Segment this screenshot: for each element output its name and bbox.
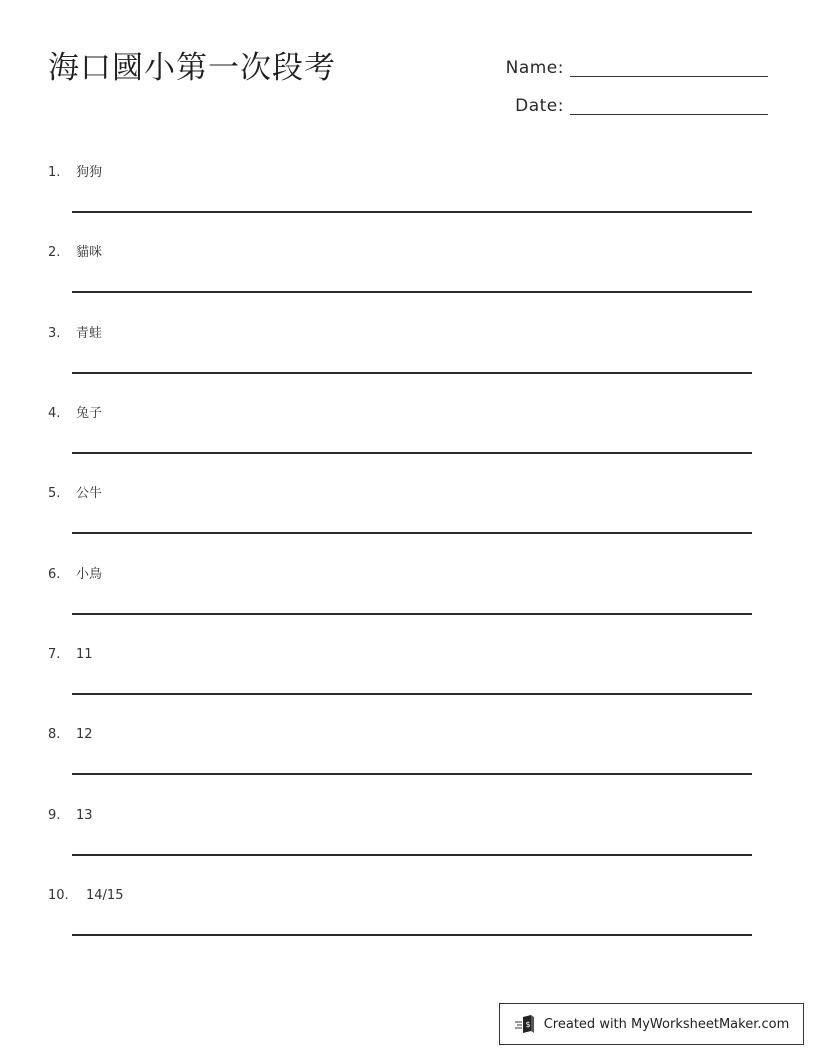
name-field	[490, 54, 768, 78]
footer-text: Created with MyWorksheetMaker.com	[543, 1016, 790, 1032]
name-blank-line[interactable]	[570, 76, 768, 77]
question-text: 狗狗	[76, 165, 103, 180]
question-number: 3.	[48, 326, 61, 341]
question-number: 7.	[48, 647, 61, 662]
answer-line[interactable]	[72, 532, 752, 534]
question-number: 10.	[48, 888, 69, 903]
question-number: 9.	[48, 808, 61, 823]
answer-line[interactable]	[72, 773, 752, 775]
answer-line[interactable]	[72, 693, 752, 695]
question-text: 14/15	[86, 888, 124, 903]
date-blank-line[interactable]	[570, 114, 768, 115]
question-number: 8.	[48, 727, 61, 742]
answer-line[interactable]	[72, 372, 752, 374]
question-text: 13	[76, 808, 93, 823]
question-item	[0, 405, 816, 465]
answer-line[interactable]	[72, 613, 752, 615]
answer-line[interactable]	[72, 854, 752, 856]
question-item	[0, 325, 816, 385]
question-number: 1.	[48, 165, 61, 180]
question-text: 小鳥	[76, 567, 103, 582]
name-label: Name:	[505, 58, 564, 78]
question-text: 青蛙	[76, 326, 103, 341]
svg-text:$: $	[525, 1020, 531, 1029]
footer-badge[interactable]	[499, 1003, 804, 1045]
question-text: 兔子	[76, 406, 103, 421]
worksheet-maker-logo-icon	[514, 1014, 544, 1034]
question-item	[0, 244, 816, 304]
question-item	[0, 164, 816, 224]
page-title: 海口國小第一次段考	[48, 50, 336, 86]
question-item	[0, 807, 816, 867]
answer-line[interactable]	[72, 934, 752, 936]
answer-line[interactable]	[72, 211, 752, 213]
question-number: 5.	[48, 486, 61, 501]
question-number: 4.	[48, 406, 61, 421]
question-text: 12	[76, 727, 93, 742]
question-number: 6.	[48, 567, 61, 582]
question-item	[0, 566, 816, 626]
answer-line[interactable]	[72, 452, 752, 454]
question-item	[0, 485, 816, 545]
date-field	[490, 92, 768, 116]
date-label: Date:	[515, 96, 564, 116]
answer-line[interactable]	[72, 291, 752, 293]
question-item	[0, 887, 816, 947]
question-number: 2.	[48, 245, 61, 260]
question-item	[0, 646, 816, 706]
question-text: 貓咪	[76, 245, 103, 260]
question-text: 11	[76, 647, 93, 662]
question-item	[0, 726, 816, 786]
question-text: 公牛	[76, 486, 103, 501]
